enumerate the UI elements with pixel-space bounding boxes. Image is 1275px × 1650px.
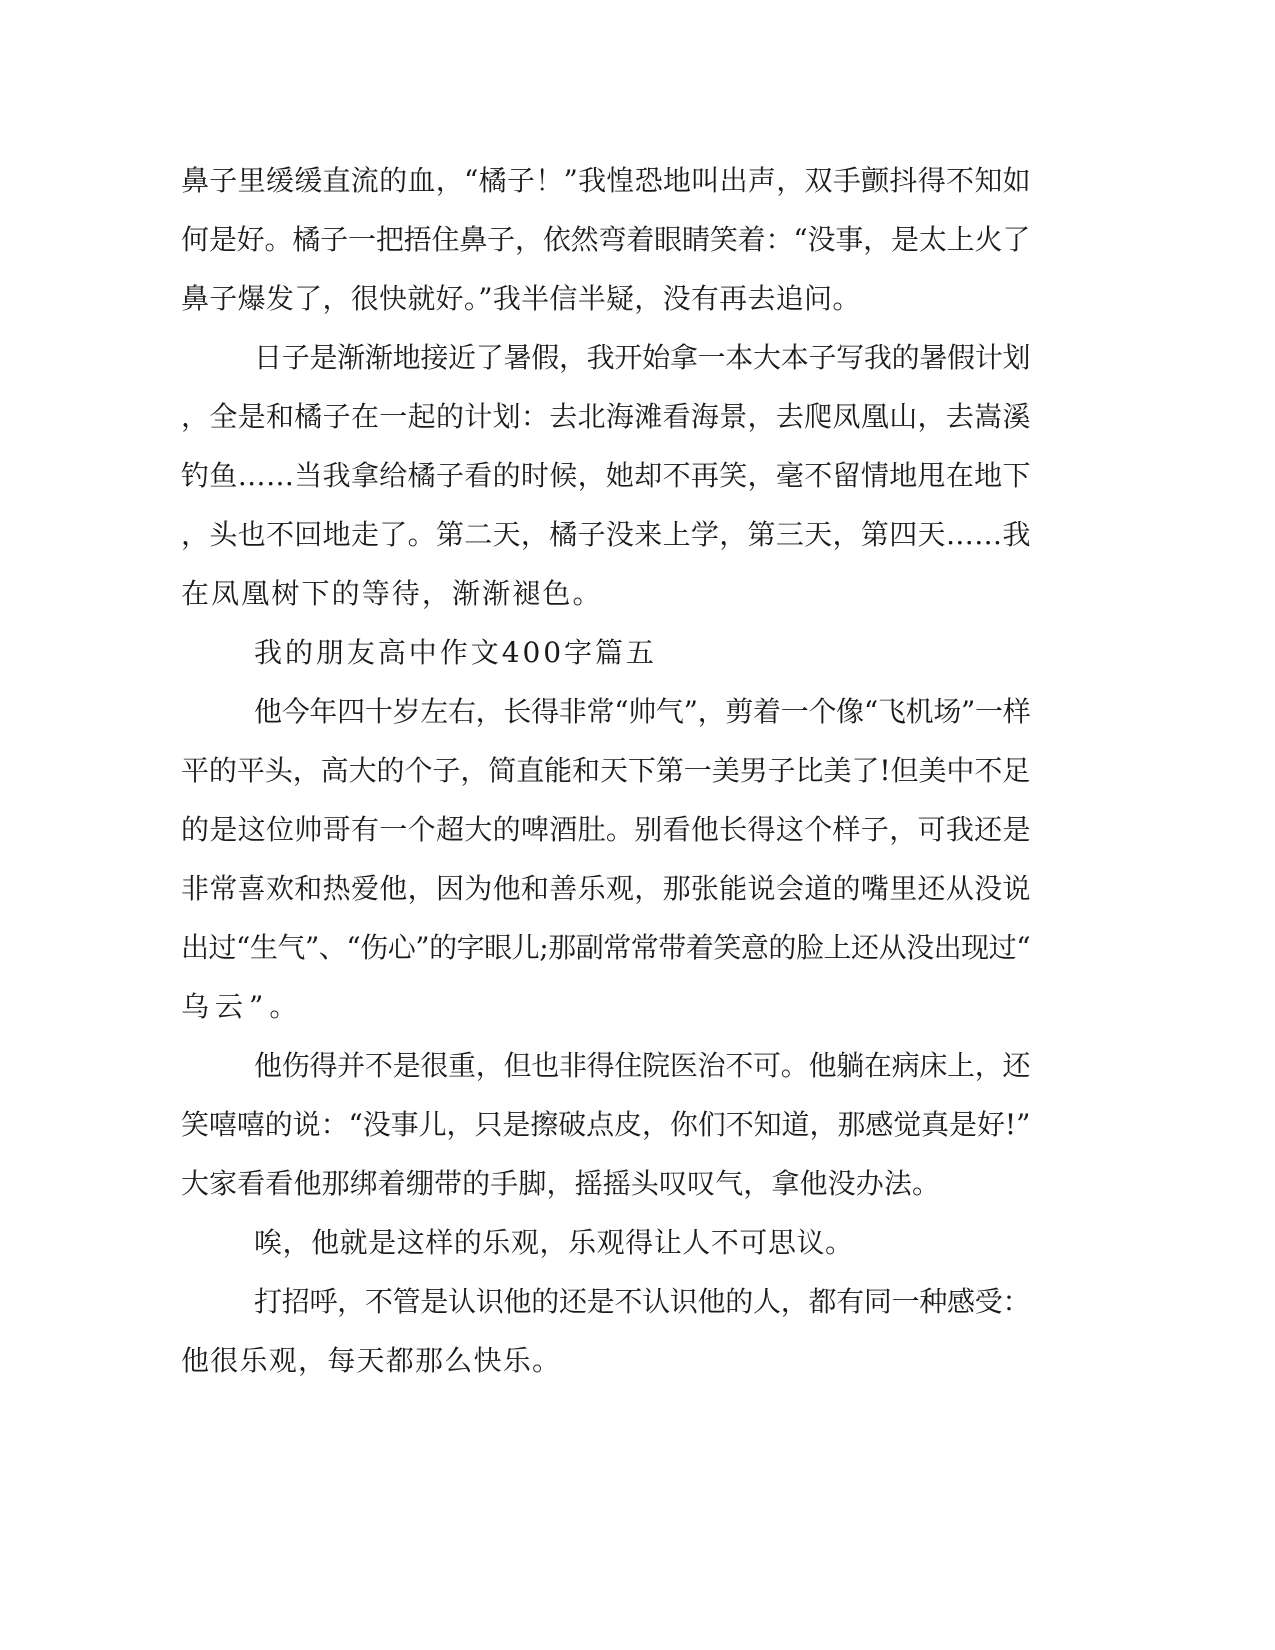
text-line: 打招呼，不管是认识他的还是不认识他的人，都有同一种感受： — [254, 1285, 1031, 1318]
text-line: 他今年四十岁左右，长得非常“帅气”，剪着一个像“飞机场”一样 — [254, 695, 1031, 728]
text-line: 在凤凰树下的等待，渐渐褪色。 — [181, 577, 603, 610]
text-line: 平的平头，高大的个子，简直能和天下第一美男子比美了!但美中不足 — [181, 754, 1031, 787]
text-line: 鼻子里缓缓直流的血，“橘子！”我惶恐地叫出声，双手颤抖得不知如 — [181, 164, 1031, 197]
text-line: 笑嘻嘻的说：“没事儿，只是擦破点皮，你们不知道，那感觉真是好!” — [181, 1108, 1031, 1141]
text-line: 大家看看他那绑着绷带的手脚，摇摇头叹叹气，拿他没办法。 — [181, 1167, 941, 1200]
text-line: 他伤得并不是很重，但也非得住院医治不可。他躺在病床上，还 — [254, 1049, 1031, 1082]
text-line: 钓鱼……当我拿给橘子看的时候，她却不再笑，毫不留情地甩在地下 — [181, 459, 1031, 492]
text-line: ，头也不回地走了。第二天，橘子没来上学，第三天，第四天……我 — [181, 518, 1031, 551]
text-line: 他很乐观，每天都那么快乐。 — [181, 1344, 562, 1377]
text-line: 日子是渐渐地接近了暑假，我开始拿一本大本子写我的暑假计划 — [254, 341, 1031, 374]
text-line: 的是这位帅哥有一个超大的啤酒肚。别看他长得这个样子，可我还是 — [181, 813, 1031, 846]
text-line: 出过“生气”、“伤心”的字眼儿;那副常常带着笑意的脸上还从没出现过“ — [181, 931, 1031, 964]
text-line: 非常喜欢和热爱他，因为他和善乐观，那张能说会道的嘴里还从没说 — [181, 872, 1031, 905]
text-line: 鼻子爆发了，很快就好。”我半信半疑，没有再去追问。 — [181, 282, 861, 315]
section-heading: 我的朋友高中作文400字篇五 — [254, 636, 657, 669]
text-line: 唉，他就是这样的乐观，乐观得让人不可思议。 — [254, 1226, 854, 1259]
text-line: 何是好。橘子一把捂住鼻子，依然弯着眼睛笑着：“没事，是太上火了 — [181, 223, 1031, 256]
text-line: 乌云”。 — [181, 990, 304, 1023]
text-line: ，全是和橘子在一起的计划：去北海滩看海景，去爬凤凰山，去嵩溪 — [181, 400, 1031, 433]
